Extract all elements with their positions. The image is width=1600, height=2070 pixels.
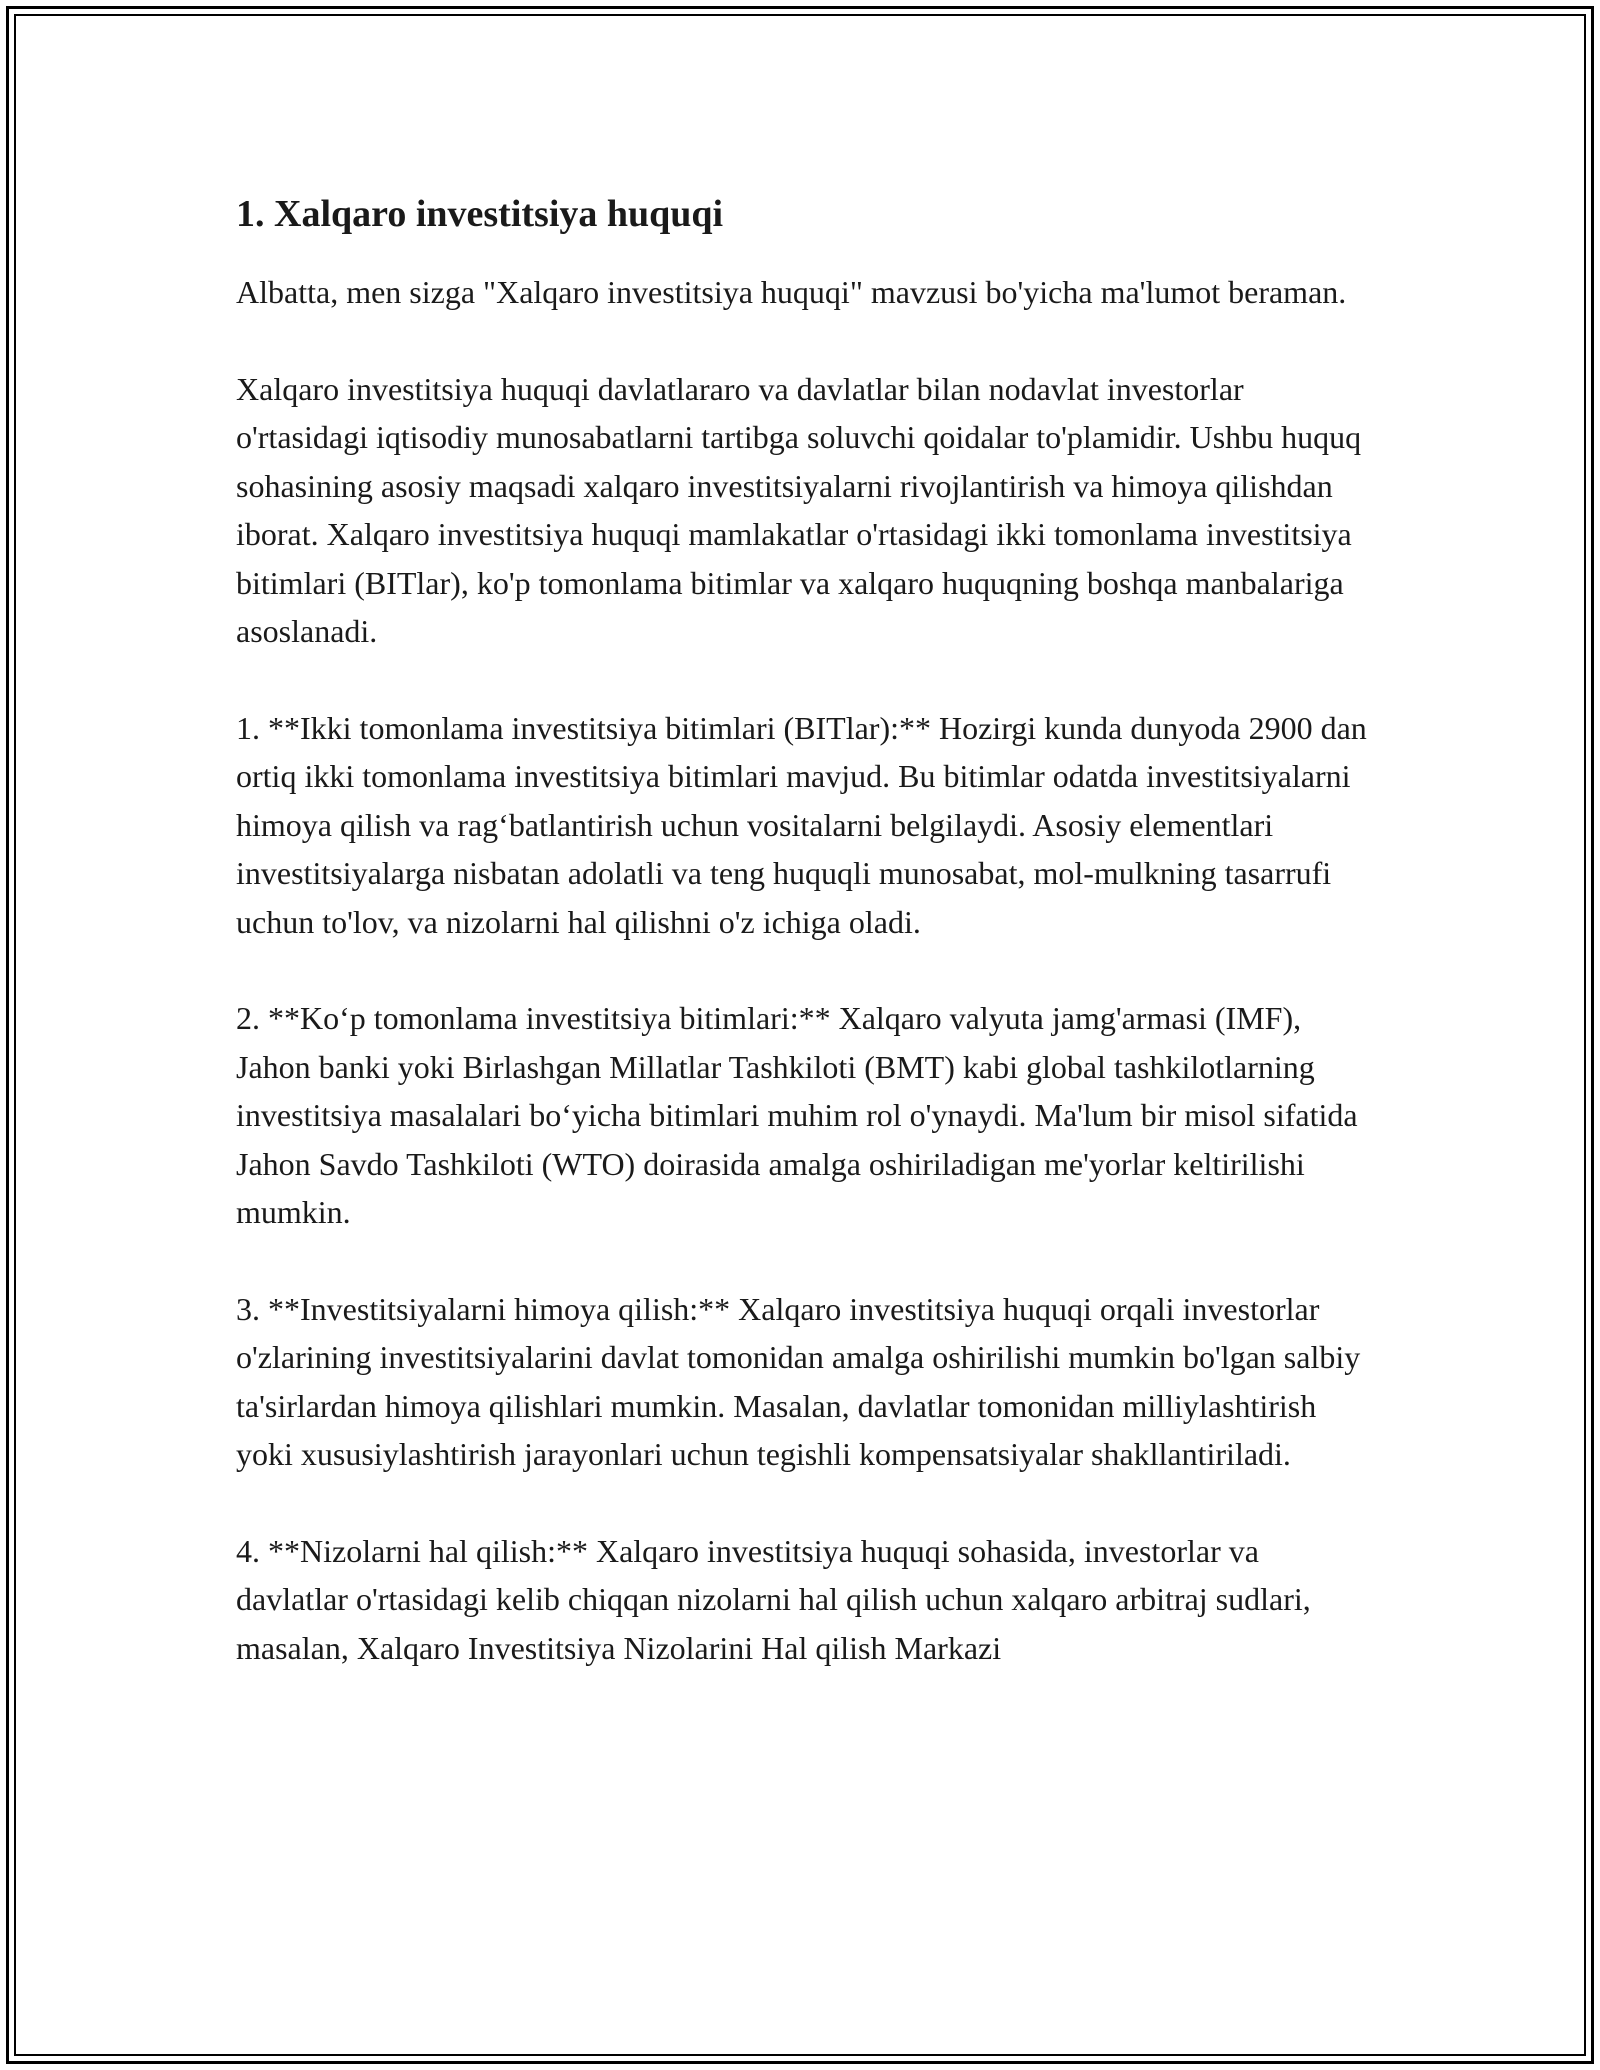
list-item-multilateral-treaties: 2. **Ko‘p tomonlama investitsiya bitimlari:** Xalqaro valyuta jamg'armasi (IMF), Jahon banki yoki Birlashgan Millatlar Tashkiloti (BMT) kabi global tashkilotlarning investitsiya masalalari bo‘yicha bitimlari muhim rol o'ynaydi. Ma'lum bir misol sifatida Jahon Savdo Tashkiloti (WTO) doirasida amalga oshiriladigan me'yorlar keltirilishi mumkin. (236, 1000, 1358, 1230)
definition-paragraph: Xalqaro investitsiya huquqi davlatlararo va davlatlar bilan nodavlat investorlar o'rtasidagi iqtisodiy munosabatlarni tartibga soluvchi qoidalar to'plamidir. Ushbu huquq sohasining asosiy maqsadi xalqaro investitsiyalarni rivojlantirish va himoya qilishdan iborat. Xalqaro investitsiya huquqi mamlakatlar o'rtasidagi ikki tomonlama investitsiya bitimlari (BITlar), ko'p tomonlama bitimlar va xalqaro huquqning boshqa manbalariga asoslanadi. (236, 370, 1362, 649)
document-body (236, 186, 1376, 1672)
document-title: 1. Xalqaro investitsiya huquqi (236, 193, 724, 235)
intro-paragraph: Albatta, men sizga "Xalqaro investitsiya huquqi" mavzusi bo'yicha ma'lumot beraman. (236, 274, 1347, 310)
list-item-dispute-resolution: 4. **Nizolarni hal qilish:** Xalqaro investitsiya huquqi sohasida, investorlar va davlatlar o'rtasidagi kelib chiqqan nizolarni hal qilish uchun xalqaro arbitraj sudlari, masalan, Xalqaro Investitsiya Nizolarini Hal qilish Markazi (236, 1532, 1311, 1666)
list-item-bilateral-treaties: 1. **Ikki tomonlama investitsiya bitimlari (BITlar):** Hozirgi kunda dunyoda 2900 dan ortiq ikki tomonlama investitsiya bitimlari mavjud. Bu bitimlar odatda investitsiyalarni himoya qilish va rag‘batlantirish uchun vositalarni belgilaydi. Asosiy elementlari investitsiyalarga nisbatan adolatli va teng huquqli munosabat, mol-mulkning tasarrufi uchun to'lov, va nizolarni hal qilishni o'z ichiga oladi. (236, 709, 1367, 940)
list-item-investment-protection: 3. **Investitsiyalarni himoya qilish:** Xalqaro investitsiya huquqi orqali investorlar o'zlarining investitsiyalarini davlat tomonidan amalga oshirilishi mumkin bo'lgan salbiy ta'sirlardan himoya qilishlari mumkin. Masalan, davlatlar tomonidan milliylashtirish yoki xususiylashtirish jarayonlari uchun tegishli kompensatsiyalar shakllantiriladi. (236, 1290, 1361, 1472)
